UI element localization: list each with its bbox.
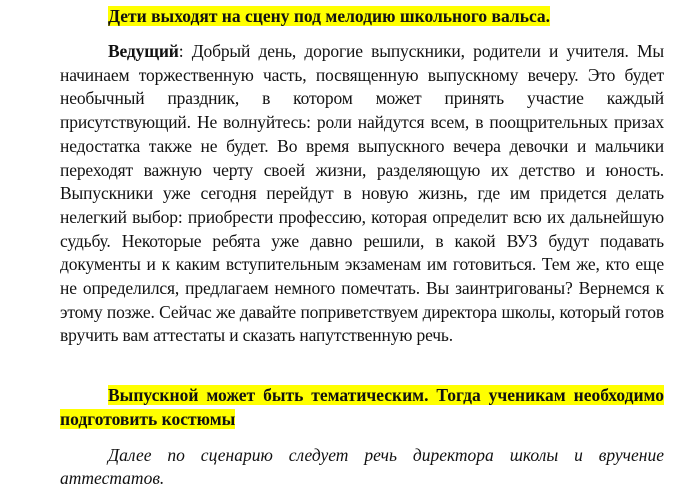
theme-note-paragraph [60, 383, 664, 431]
speaker-separator: : [178, 41, 184, 61]
speaker-name: Ведущий [108, 41, 179, 61]
host-speech-text: Добрый день, дорогие выпускники, родители и учителя. Мы начинаем торжественную часть, посвященную выпускному вечеру. Это будет необычный праздник, в котором может принять участие каждый присутствующий. Не волнуйтесь: роли найдутся всем, в поощрительных призах недостатка также не будет. Во время выпускного вечера девочки и мальчики переходят важную черту своей жизни, разделяющую их детство и юность. Выпускники уже сегодня перейдут в новую жизнь, где им придется делать нелегкий выбор: приобрести профессию, которая определит всю их дальнейшую судьбу. Некоторые ребята уже давно решили, в какой ВУЗ будут подавать документы и к каким вступительным экзаменам им готовиться. Тем же, кто еще не определился, предлагаем немного помечтать. Вы заинтригованы? Вернемся к этому позже. Сейчас же давайте поприветствуем директора школы, который готов вручить вам аттестаты и сказать напутственную речь. [60, 41, 664, 346]
host-speech-paragraph [60, 40, 664, 348]
theme-note-highlight: Выпускной может быть тематическим. Тогда ученикам необходимо подготовить костюмы [60, 385, 664, 429]
stage-direction-heading [108, 6, 550, 26]
stage-note-paragraph: Далее по сценарию следует речь директора школы и вручение аттестатов. [60, 445, 664, 488]
heading-highlight: Дети выходят на сцену под мелодию школьного вальса. [108, 6, 551, 26]
document-page [60, 0, 664, 496]
